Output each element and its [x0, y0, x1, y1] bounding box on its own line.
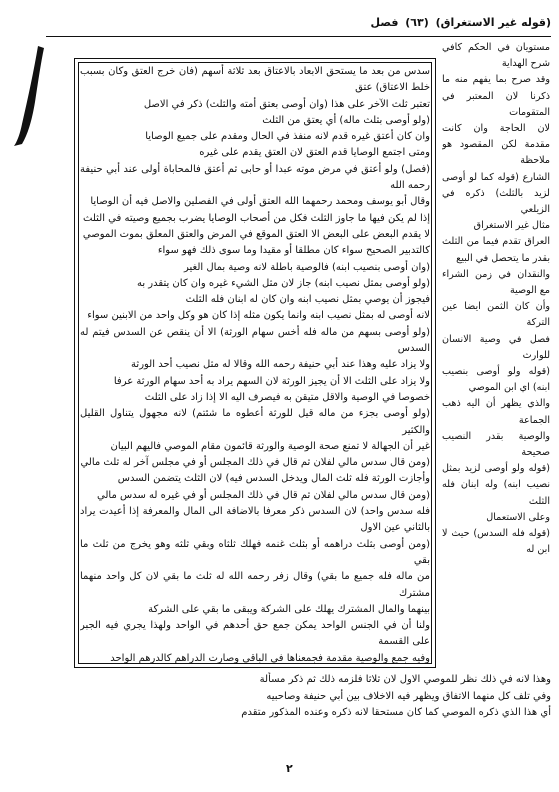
main-line: فله سدس واحد) لان السدس ذكر معرفا بالاضافة الى المال والمعرفة إذا أعيدت يراد بالثاني عين الاول [80, 506, 430, 534]
main-line: ولا يزاد على الثلث الا أن يجيز الورثة لان السهم يراد به أحد سهام الورثة عرفا [113, 375, 430, 387]
header-right-title: فصل [370, 16, 399, 29]
main-line: (ولو أوصى بسهم من ماله فله أخس سهام الورثة) الا أن ينقص عن السدس فيتم له السدس [80, 326, 430, 355]
bottom-line: وهذا لانه في ذلك نظر للموصي الاول لان ثلاثا فلزمه ذلك ثم ذكر مسألة [259, 674, 551, 685]
margin-line: والنقدان في زمن الشراء مع الوصية [442, 268, 550, 297]
main-line: خصوصا في الوصية والاقل متيقن به فيصرف اليه الا إذا زاد على الثلث [144, 391, 430, 403]
margin-line: فصل في وصية الانسان للوارث [442, 333, 550, 361]
main-line: غير أن الجهالة لا تمنع صحة الوصية والورثة قائمون مقام الموصي فاليهم البيان [110, 440, 430, 452]
main-line: (ولو أوصى بجزء من ماله قيل للورثة أعطوه ما شئتم) لانه مجهول يتناول القليل والكثير [80, 408, 430, 436]
main-line: (ومن قال سدس مالي لفلان ثم قال في ذلك المجلس أو في غيره له سدس مالي [97, 489, 430, 501]
main-line: لانه أوصى له بمثل نصيب ابنه وانما يكون مثله إذا كان هو وكل واحد من الابنين سواء [87, 310, 430, 322]
main-line: (وان أوصى بنصيب ابنه) فالوصية باطلة لانه وصية بمال الغير [183, 261, 430, 273]
margin-line: مثال غير الاستغراق [473, 220, 550, 232]
header-page-number: (٦٣) [405, 16, 429, 29]
header-left-title: (قوله غير الاستغراق) [435, 16, 551, 29]
main-line: (ومن قال سدس مالي لفلان ثم قال في ذلك المجلس أو في مجلس آخر له ثلث مالي [80, 457, 430, 469]
main-line: وان كان أعتق غيره قدم لانه منفذ في الحال ومقدم على جميع الوصايا [145, 131, 430, 143]
main-line: (فصل) ولو أعتق في مرض موته عبدا أو حابى ثم أعتق فالمحاباة أولى عند أبي حنيفة رحمه الله [80, 163, 430, 192]
main-line: فيجوز أن يوصي بمثل نصيب ابنه وان كان له ابنان فله الثلث [185, 294, 430, 306]
main-line: إذا لم يكن فيها ما جاوز الثلث فكل من أصحاب الوصايا يضرب بجميع وصيته في الثلث [83, 212, 430, 224]
main-line: من ماله فله جميع ما بقي) وقال زفر رحمه الله له ثلث ما بقي لان كل واحد منهما مشترك [80, 571, 430, 599]
main-line: ولنا أن في الجنس الواحد يمكن جمع حق أحدهم في الواحد ولهذا يجري فيه الجبر على القسمة [80, 620, 430, 648]
main-line: (ولو أوصى بمثل نصيب ابنه) جاز لان مثل الشيء غيره وان كان يتقدر به [136, 277, 430, 289]
main-line: وفيه جمع والوصية مقدمة فجمعناها في الباقي وصارت الدراهم كالدرهم الواحد [110, 652, 430, 664]
margin-line: وعلى الاستعمال [486, 511, 550, 523]
main-line: لا يقدم البعض على البعض الا العتق الموقع في المرض والعتق المعلق بموت الموصي [82, 228, 430, 240]
bottom-line: وفي تلف كل منهما الاتفاق ويظهر فيه الاخلاف بين أبي حنيفة وصاحبيه [266, 690, 551, 702]
margin-line: لان الحاجة وان كانت مقدمة لكن المقصود هو ملاحظة [442, 123, 550, 167]
margin-line: والوصية بقدر النصيب صحيحة [442, 430, 550, 459]
margin-line: (قوله ولو أوصى بنصيب ابنه) اي ابن الموصي [442, 366, 550, 394]
margin-line: العراق تقدم فيما من الثلث بقدر ما يتحصل في البيع [442, 236, 550, 264]
margin-line: وقد صرح بما يفهم منه ما ذكرنا لان المعتبر في المتقومات [442, 74, 550, 118]
main-line: (ومن أوصى بثلث دراهمه أو بثلث غنمه فهلك ثلثاه وبقي ثلثه وهو يخرج من ثلث ما بقي [80, 538, 430, 566]
margin-commentary [442, 40, 550, 668]
margin-line: والذي يظهر أن اليه ذهب الجماعة [442, 398, 550, 426]
margin-line: (قوله ولو أوصى لزيد بمثل نصيب ابنه) وله ابنان فله الثلث [442, 463, 550, 507]
bottom-line: أي هذا الذي ذكره الموصي كما كان مستحقا لانه ذكره وعنده المذكور متقدم [241, 707, 551, 718]
ink-stroke-mark [8, 40, 54, 150]
footer-page-number: ٢ [286, 762, 293, 775]
bottom-commentary [46, 672, 551, 738]
margin-line: (قوله فله السدس) حيث لا ابن له [442, 528, 550, 556]
margin-line: وأن كان الثمن ايضا عين التركة [442, 301, 550, 329]
main-line: ولا يزاد عليه وهذا عند أبي حنيفة رحمه الله وقالا له مثل نصيب أحد الورثة [131, 359, 430, 371]
main-line: (ولو أوصى بثلث ماله) أي يعتق من الثلث [262, 114, 430, 126]
main-line: وقال أبو يوسف ومحمد رحمهما الله العتق أولى في الفصلين والاصل فيه أن الوصايا [90, 196, 430, 208]
main-line: سدس من بعد ما يستحق الابعاد بالاعتاق بعد ثلاثة أسهم (فان خرج العتق وكان بسبب خلط الاعتاق) عتق [80, 66, 430, 94]
main-line: وأجازت الورثة فله ثلث المال ويدخل السدس فيه) لان الثلث يتضمن السدس [117, 473, 430, 485]
header-rule [46, 36, 551, 37]
main-body-text [80, 64, 430, 664]
main-line: تعتبر ثلث الآخر على هذا (وان أوصى بعتق أمته والثلث) ذكر في الاصل [143, 98, 430, 110]
main-line: ومتى اجتمع الوصايا قدم العتق لان العتق يقدم على غيره [199, 147, 430, 159]
page-header [46, 12, 551, 34]
main-line: كالتدبير الصحيح سواء كان مطلقا أو مقيدا وما سوى ذلك فهو سواء [157, 245, 430, 257]
margin-line: الشارع (قوله كما لو أوصى لزيد بالثلث) ذكره في الزيلعي [442, 171, 550, 216]
margin-line: مستويان في الحكم كافي شرح الهداية [442, 42, 550, 70]
main-line: بينهما والمال المشترك يهلك على الشركة ويبقى ما بقي على الشركة [148, 603, 430, 615]
